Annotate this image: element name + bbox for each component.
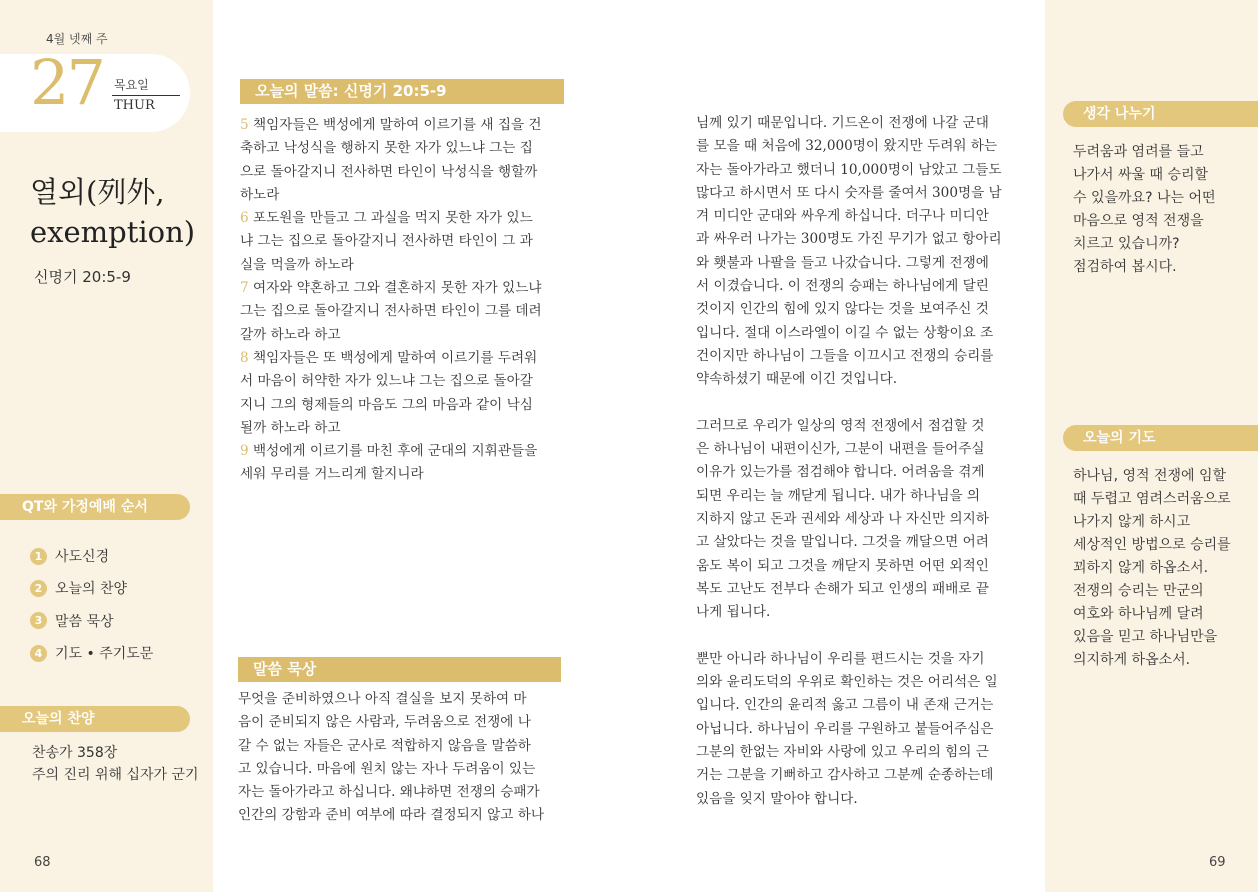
scripture-line — [240, 207, 564, 230]
body-line: 그분의 한없는 자비와 사랑에 있고 우리의 힘의 근 — [696, 744, 989, 761]
sidebar-text-line: 꾀하지 않게 하옵소서. — [1073, 560, 1209, 576]
body-line: 를 모을 때 처음에 32,000명이 왔지만 두려워 하는 — [696, 138, 998, 155]
body-line: 와 횃불과 나팔을 들고 나갔습니다. 그렇게 전쟁에 — [696, 254, 989, 271]
meditation-header: 말씀 묵상 — [238, 657, 561, 682]
prayer-text — [1073, 465, 1231, 672]
scripture-line — [240, 463, 564, 486]
body-line: 이유가 있는가를 점검해야 합니다. 어려움을 겪게 — [696, 464, 985, 481]
scripture-line — [240, 161, 564, 184]
hymn-header: 오늘의 찬양 — [0, 706, 190, 732]
scripture-line — [240, 300, 564, 323]
verse-text: 서 마음이 허약한 자가 있느냐 그는 집으로 돌아갈 — [240, 373, 533, 390]
qt-order-label: 기도 • 주기도문 — [55, 646, 154, 663]
sidebar-text-line: 여호와 하나님께 달려 — [1073, 606, 1204, 622]
body-line: 고 살았다는 것을 말입니다. 그것을 깨달으면 어려 — [696, 534, 989, 551]
topic-reference: 신명기 20:5-9 — [34, 268, 131, 286]
body-line: 과 싸우러 나가는 300명도 가진 무기가 없고 항아리 — [696, 231, 1002, 248]
scripture-line — [240, 137, 564, 160]
left-sidebar — [0, 0, 213, 892]
body-line: 자는 돌아가라고 했더니 10,000명이 남았고 그들도 — [696, 161, 1002, 178]
body-line: 움도 복이 되고 그것을 깨닫지 못하면 어떤 외적인 — [696, 557, 989, 574]
verse-text: 여자와 약혼하고 그와 결혼하지 못한 자가 있느냐 — [248, 280, 542, 297]
scripture-line — [240, 184, 564, 207]
meditation-text — [238, 688, 564, 828]
body-line: 나게 됩니다. — [696, 604, 771, 621]
qt-order-label: 오늘의 찬양 — [55, 581, 128, 598]
body-line: 복도 고난도 전부다 손해가 되고 인생의 패배로 끝 — [696, 580, 989, 597]
think-header: 생각 나누기 — [1063, 101, 1258, 127]
body-line: 있음을 잊지 말아야 합니다. — [696, 790, 858, 807]
verse-text: 세워 무리를 거느리게 할지니라 — [240, 466, 424, 483]
verse-text: 백성에게 이르기를 마친 후에 군대의 지휘관들을 — [248, 443, 538, 460]
scripture-line — [240, 417, 564, 440]
sidebar-text-line: 두려움과 염려를 들고 — [1073, 144, 1204, 160]
page-number-left: 68 — [34, 855, 51, 870]
body-line: 님께 있기 때문입니다. 기드온이 전쟁에 나갈 군대 — [696, 115, 989, 131]
weekday-english: THUR — [114, 98, 155, 113]
scripture-line — [240, 114, 564, 137]
verse-text: 책임자들은 백성에게 말하여 이르기를 새 집을 건 — [248, 117, 542, 133]
today-word-header: 오늘의 말씀: 신명기 20:5-9 — [240, 79, 564, 104]
scripture-line — [240, 440, 564, 463]
verse-number: 5 — [240, 117, 249, 133]
topic-title — [30, 172, 195, 252]
scripture-line — [240, 370, 564, 393]
sidebar-text-line: 의지하게 하옵소서. — [1073, 652, 1191, 668]
scripture-line — [240, 230, 564, 253]
scripture-line — [240, 347, 564, 370]
sidebar-text-line: 하나님, 영적 전쟁에 임할 — [1073, 468, 1227, 484]
body-line: 지하지 않고 돈과 권세와 세상과 나 자신만 의지하 — [696, 511, 989, 528]
body-line: 되면 우리는 늘 깨닫게 됩니다. 내가 하나님을 의 — [696, 487, 981, 504]
meditation-line: 갈 수 없는 자들은 군사로 적합하지 않음을 말씀하 — [238, 737, 531, 754]
verse-text: 실을 먹을까 하노라 — [240, 256, 354, 273]
verse-text: 될까 하노라 하고 — [240, 419, 341, 436]
scripture-line — [240, 394, 564, 417]
verse-text: 으로 돌아갈지니 전사하면 타인이 낙성식을 행할까 — [240, 163, 538, 180]
body-line: 입니다. 절대 이스라엘이 이길 수 없는 상황이요 조 — [696, 324, 994, 341]
qt-order-item — [30, 637, 153, 669]
body-line: 겨 미디안 군대와 싸우게 하십니다. 더구나 미디안 — [696, 208, 989, 225]
meditation-line: 무엇을 준비하였으나 아직 결실을 보지 못하여 마 — [238, 691, 527, 707]
qt-order-item — [30, 540, 153, 572]
verse-text: 하노라 — [240, 186, 280, 203]
body-line: 입니다. 인간의 윤리적 옳고 그름이 내 존재 근거는 — [696, 697, 994, 714]
verse-number: 8 — [240, 349, 249, 366]
body-line: 서 이겼습니다. 이 전쟁의 승패는 하나님에게 달린 — [696, 278, 989, 295]
step-number-badge: 1 — [30, 548, 47, 565]
verse-number: 7 — [240, 280, 249, 297]
page-number-right: 69 — [1209, 855, 1226, 870]
body-line: 은 하나님이 내편이신가, 그분이 내편을 들어주실 — [696, 441, 985, 458]
sidebar-text-line: 때 두렵고 염려스러움으로 — [1073, 491, 1231, 507]
week-label: 4월 넷째 주 — [46, 32, 108, 46]
verse-text: 그는 집으로 돌아갈지니 전사하면 타인이 그를 데려 — [240, 303, 542, 320]
verse-text: 냐 그는 집으로 돌아갈지니 전사하면 타인이 그 과 — [240, 233, 533, 250]
weekday-divider — [112, 95, 180, 96]
weekday-korean: 목요일 — [114, 78, 149, 92]
hymn-title: 주의 진리 위해 십자가 군기 — [32, 767, 199, 783]
verse-number: 9 — [240, 443, 249, 460]
prayer-header: 오늘의 기도 — [1063, 425, 1258, 451]
body-line: 아닙니다. 하나님이 우리를 구원하고 붙들어주심은 — [696, 720, 994, 737]
think-text — [1073, 141, 1216, 279]
verse-number: 6 — [240, 210, 249, 227]
qt-order-list — [30, 540, 153, 669]
paragraph-gap — [696, 625, 1020, 648]
body-line: 약속하셨기 때문에 이긴 것입니다. — [696, 371, 898, 388]
topic-title-line-2: exemption) — [30, 215, 196, 249]
scripture-text — [240, 114, 564, 487]
verse-text: 책임자들은 또 백성에게 말하여 이르기를 두려워 — [248, 349, 538, 366]
meditation-continued — [696, 112, 1020, 811]
verse-text: 축하고 낙성식을 행하지 못한 자가 있느냐 그는 집 — [240, 140, 533, 157]
step-number-badge: 4 — [30, 645, 47, 662]
sidebar-text-line: 전쟁의 승리는 만군의 — [1073, 583, 1204, 599]
verse-text: 지니 그의 형제들의 마음도 그의 마음과 같이 낙심 — [240, 396, 533, 413]
qt-order-label: 사도신경 — [55, 549, 110, 566]
scripture-line — [240, 254, 564, 277]
meditation-line: 자는 돌아가라고 하십니다. 왜냐하면 전쟁의 승패가 — [238, 784, 540, 801]
right-sidebar — [1045, 0, 1258, 892]
qt-order-label: 말씀 묵상 — [55, 613, 114, 630]
meditation-line: 인간의 강함과 준비 여부에 따라 결정되지 않고 하나 — [238, 807, 545, 824]
sidebar-text-line: 수 있을까요? 나는 어떤 — [1073, 190, 1216, 206]
scripture-line — [240, 324, 564, 347]
sidebar-text-line: 세상적인 방법으로 승리를 — [1073, 537, 1231, 553]
paragraph-gap — [696, 392, 1020, 415]
body-line: 의와 윤리도덕의 우위로 확인하는 것은 어리석은 일 — [696, 674, 998, 691]
step-number-badge: 2 — [30, 580, 47, 597]
hymn-number: 찬송가 358장 — [32, 745, 118, 761]
verse-text: 갈까 하노라 하고 — [240, 326, 341, 343]
meditation-line: 고 있습니다. 마음에 원치 않는 자나 두려움이 있는 — [238, 760, 536, 777]
day-number: 27 — [30, 46, 103, 119]
meditation-line: 음이 준비되지 않은 사람과, 두려움으로 전쟁에 나 — [238, 714, 531, 731]
sidebar-text-line: 있음을 믿고 하나님만을 — [1073, 629, 1218, 645]
body-line: 많다고 하시면서 또 다시 숫자를 줄여서 300명을 남 — [696, 184, 1002, 201]
hymn-info — [32, 742, 199, 786]
scripture-line — [240, 277, 564, 300]
sidebar-text-line: 마음으로 영적 전쟁을 — [1073, 213, 1204, 229]
body-line: 건이지만 하나님이 그들을 이끄시고 전쟁의 승리를 — [696, 347, 994, 364]
body-line: 거는 그분을 기뻐하고 감사하고 그분께 순종하는데 — [696, 767, 994, 784]
body-line: 것이지 인간의 힘에 있지 않다는 것을 보여주신 것 — [696, 301, 989, 318]
qt-order-item — [30, 605, 153, 637]
topic-title-line-1: 열외(列外, — [30, 175, 165, 209]
step-number-badge: 3 — [30, 612, 47, 629]
body-line: 그러므로 우리가 일상의 영적 전쟁에서 점검할 것 — [696, 417, 985, 434]
sidebar-text-line: 치르고 있습니까? — [1073, 236, 1180, 252]
sidebar-text-line: 나가서 싸울 때 승리할 — [1073, 167, 1209, 183]
body-line: 뿐만 아니라 하나님이 우리를 편드시는 것을 자기 — [696, 650, 985, 667]
verse-text: 포도원을 만들고 그 과실을 먹지 못한 자가 있느 — [248, 210, 533, 227]
sidebar-text-line: 나가지 않게 하시고 — [1073, 514, 1191, 530]
sidebar-text-line: 점검하여 봅시다. — [1073, 259, 1177, 275]
qt-order-header: QT와 가정예배 순서 — [0, 494, 190, 520]
qt-order-item — [30, 572, 153, 604]
